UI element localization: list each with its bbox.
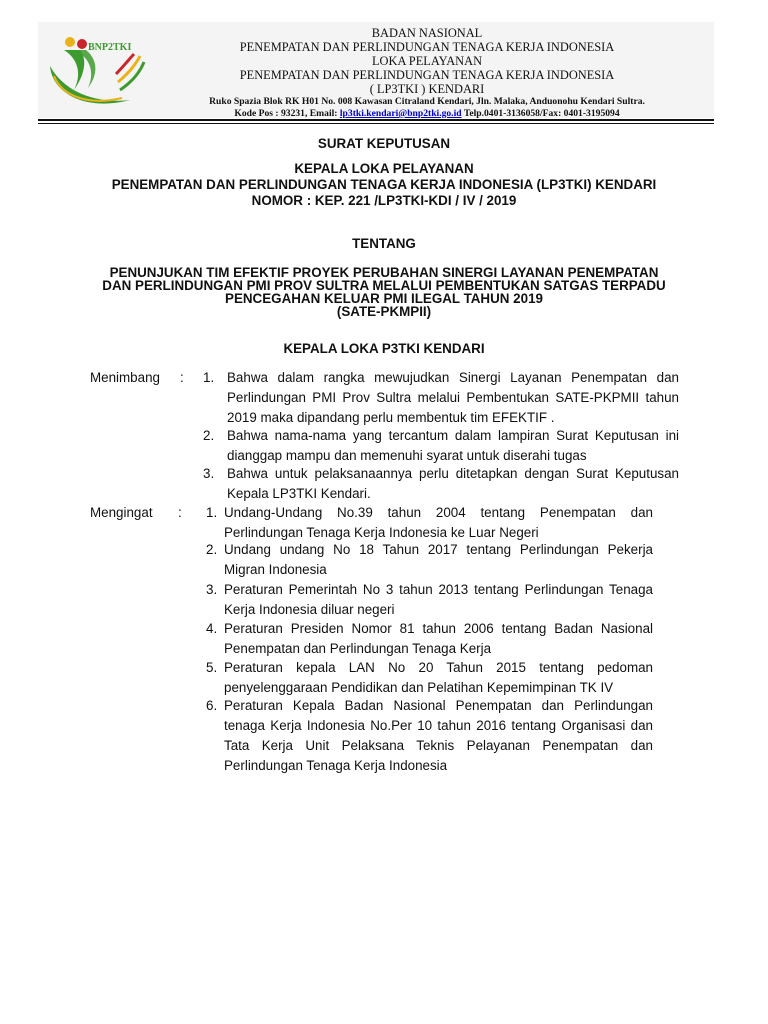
subject-line-3: PENCEGAHAN KELUAR PMI ILEGAL TAHUN 2019 [225,291,543,306]
mengingat-item-1 [206,503,653,543]
contact-suffix: Telp.0401-3136058/Fax: 0401-3195094 [461,108,620,119]
menimbang-item-number: 3. [203,466,215,481]
subject-line-1: PENUNJUKAN TIM EFEKTIF PROYEK PERUBAHAN SINERGI LAYANAN PENEMPATAN [109,265,659,280]
mengingat-item-number: 1. [206,505,218,520]
mengingat-item-4 [206,619,653,659]
menimbang-label: Menimbang [90,370,160,385]
mengingat-item-number: 5. [206,660,218,675]
letterhead-text [168,26,686,120]
logo-text: BNP2TKI [88,42,132,53]
address-line: Ruko Spazia Blok RK H01 No. 008 Kawasan Citraland Kendari, Jln. Malaka, Anduonohu Kendari Sultra. [209,96,645,107]
mengingat-item-text: Undang undang No 18 Tahun 2017 tentang Perlindungan Pekerja Migran Indonesia [224,542,653,577]
mengingat-item-number: 2. [206,542,218,557]
bnp2tki-logo [44,30,154,114]
mengingat-item-text: Peraturan Pemerintah No 3 tahun 2013 tentang Perlindungan Tenaga Kerja Indonesia diluar negeri [224,582,653,617]
mengingat-item-text: Undang-Undang No.39 tahun 2004 tentang Penempatan dan Perlindungan Tenaga Kerja Indonesia ke Luar Negeri [224,505,653,540]
mengingat-item-text: Peraturan Kepala Badan Nasional Penempatan dan Perlindungan tenaga Kerja Indonesia No.Per 10 tahun 2016 tentang Organisasi dan Tata Kerja Unit Pelaksana Teknis Pelayanan Penempatan dan Perlindungan Tenaga Kerja Indonesia [224,698,653,773]
mengingat-item-text: Peraturan Presiden Nomor 81 tahun 2006 tentang Badan Nasional Penempatan dan Perlindungan Tenaga Kerja [224,621,653,656]
document-title: SURAT KEPUTUSAN [317,136,451,151]
menimbang-item-text: Bahwa untuk pelaksanaannya perlu ditetapkan dengan Surat Keputusan Kepala LP3TKI Kendari. [227,466,679,501]
mengingat-item-5 [206,658,653,698]
menimbang-item-1 [203,368,679,428]
agency-line-3: LOKA PELAYANAN [371,54,483,68]
mengingat-colon: : [178,505,182,520]
mengingat-item-3 [206,580,653,620]
mengingat-item-number: 6. [206,698,218,713]
agency-line-2: PENEMPATAN DAN PERLINDUNGAN TENAGA KERJA INDONESIA [239,40,615,54]
letterhead-divider-thick [38,119,714,121]
menimbang-colon: : [180,370,184,385]
mengingat-item-number: 4. [206,621,218,636]
mengingat-item-text: Peraturan kepala LAN No 20 Tahun 2015 tentang pedoman penyelenggaraan Pendidikan dan Pelatihan Kepemimpinan TK IV [224,660,653,695]
menimbang-item-3 [203,464,679,504]
subject-line-4: (SATE-PKMPII) [336,304,432,319]
menimbang-item-number: 2. [203,428,215,443]
subject-line-2: DAN PERLINDUNGAN PMI PROV SULTRA MELALUI PEMBENTUKAN SATGAS TERPADU [102,278,666,293]
menimbang-item-text: Bahwa nama-nama yang tercantum dalam lampiran Surat Keputusan ini dianggap mampu dan memenuhi syarat untuk diserahi tugas [227,428,679,463]
mengingat-item-6 [206,696,653,776]
issuer-line-2: PENEMPATAN DAN PERLINDUNGAN TENAGA KERJA INDONESIA (LP3TKI) KENDARI [111,177,657,192]
agency-line-1: BADAN NASIONAL [371,26,483,40]
mengingat-item-number: 3. [206,582,218,597]
menimbang-item-text: Bahwa dalam rangka mewujudkan Sinergi Layanan Penempatan dan Perlindungan PMI Prov Sultra melalui Pembentukan SATE-PKPMII tahun 2019 maka dipandang perlu membentuk tim EFEKTIF . [227,370,679,425]
letterhead-divider-thin [38,123,714,124]
contact-prefix: Kode Pos : 93231, Email: [234,108,340,119]
issuer-line-1: KEPALA LOKA PELAYANAN [294,161,474,176]
agency-line-4: PENEMPATAN DAN PERLINDUNGAN TENAGA KERJA INDONESIA [239,68,615,82]
agency-line-5: ( LP3TKI ) KENDARI [369,82,485,96]
email-link[interactable]: lp3tki.kendari@bnp2tki.go.id [339,108,462,119]
about-label: TENTANG [352,236,416,251]
mengingat-label: Mengingat [90,505,153,520]
mengingat-item-2 [206,540,653,580]
decree-number: NOMOR : KEP. 221 /LP3TKI-KDI / IV / 2019 [251,193,517,208]
head-title: KEPALA LOKA P3TKI KENDARI [283,341,485,356]
menimbang-item-2 [203,426,679,466]
menimbang-item-number: 1. [203,370,215,385]
